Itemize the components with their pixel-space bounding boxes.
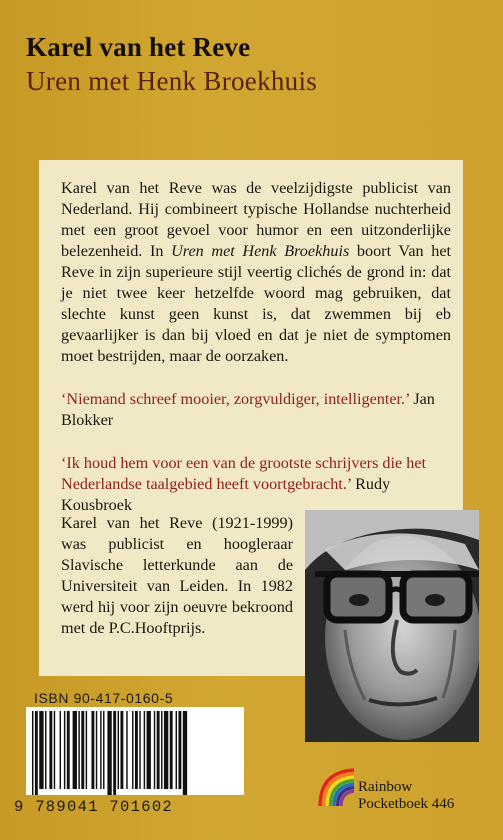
barcode-bar: [157, 711, 160, 789]
barcode: [26, 707, 244, 795]
rainbow-logo-icon: [316, 764, 356, 808]
barcode-bar: [35, 711, 38, 795]
barcode-bar: [161, 711, 162, 789]
barcode-bar: [176, 711, 177, 789]
barcode-bar: [178, 711, 181, 789]
barcode-bar: [118, 711, 119, 789]
barcode-bar: [139, 711, 140, 789]
description-paragraph: [61, 178, 451, 367]
barcode-bar: [86, 711, 87, 789]
barcode-bar: [64, 711, 65, 789]
barcode-bar: [60, 711, 61, 789]
author-name: Karel van het Reve: [26, 32, 251, 62]
description-text-end: boort Van het Reve in zijn superieure stijl veertig clichés de grond in: dat je niet twee keer hetzelfde woord mag gebruiken, dat slechte kunst geen kunst is, dat zwemmen bij eb gevaarlijker is dan bij vloed en dat je niet de symptomen moet bestrijden, maar de oorzaken.: [61, 242, 452, 365]
barcode-bar: [100, 711, 101, 789]
barcode-digits: 9 789041 701602: [14, 798, 174, 816]
barcode-bar: [67, 711, 70, 789]
barcode-bar: [126, 711, 127, 789]
quote-kousbroek-attribution: Rudy Kousbroek: [61, 475, 391, 514]
barcode-bar: [49, 711, 52, 789]
barcode-bar: [54, 711, 55, 789]
barcode-bar: [39, 711, 43, 789]
publisher-name: Rainbow: [358, 779, 413, 795]
barcode-bar: [120, 711, 123, 789]
barcode-bar: [78, 711, 79, 789]
barcode-bar: [144, 711, 145, 789]
quote-kousbroek-text: ‘Ik houd hem voor een van de grootste schrijvers die het Nederlandse taalgebied heeft voortgebracht.’: [61, 454, 427, 493]
quote-blokker-text: ‘Niemand schreef mooier, zorgvuldiger, intelligenter.’: [61, 390, 410, 408]
barcode-bar: [183, 711, 187, 795]
author-bio: Karel van het Reve (1921-1999) was publicist en hoogleraar Slavische letterkunde aan de Universiteit van Leiden. In 1982 werd hij voor zijn oeuvre bekroond met de P.C.Hooftprijs.: [61, 514, 293, 637]
barcode-bar: [107, 711, 111, 795]
barcode-bar: [170, 711, 173, 789]
barcode-bar: [103, 711, 104, 789]
description-text-start: Karel van het Reve was de veelzijdigste publicist van Nederland. Hij combineert typische Hollandse nuchterheid met een groot gevoel voor humor en een uitzonderlijke belezenheid. In: [61, 179, 451, 260]
barcode-bar: [147, 711, 151, 789]
book-title: Uren met Henk Broekhuis: [26, 66, 318, 96]
quote-blokker: [61, 389, 451, 431]
ean-barcode-icon: [26, 707, 244, 795]
author-portrait-icon: [305, 510, 479, 742]
barcode-bar: [135, 711, 138, 789]
barcode-bar: [132, 711, 133, 789]
author-portrait-photo: [305, 510, 479, 742]
barcode-bar: [164, 711, 168, 789]
barcode-bar: [32, 711, 33, 795]
barcode-bar: [81, 711, 84, 789]
isbn-number: ISBN 90-417-0160-5: [34, 690, 174, 706]
quote-kousbroek: [61, 453, 451, 516]
blurb-text: [61, 178, 451, 538]
barcode-bar: [91, 711, 94, 789]
barcode-bar: [73, 711, 77, 789]
barcode-bar: [154, 711, 155, 789]
barcode-bar: [96, 711, 97, 789]
description-title-italic: Uren met Henk Broekhuis: [171, 242, 350, 260]
quote-blokker-attribution: Jan Blokker: [61, 390, 435, 429]
barcode-bar: [45, 711, 46, 789]
barcode-bar: [113, 711, 116, 795]
publisher-series: Pocketboek 446: [358, 796, 455, 812]
publisher-imprint: [358, 779, 454, 813]
